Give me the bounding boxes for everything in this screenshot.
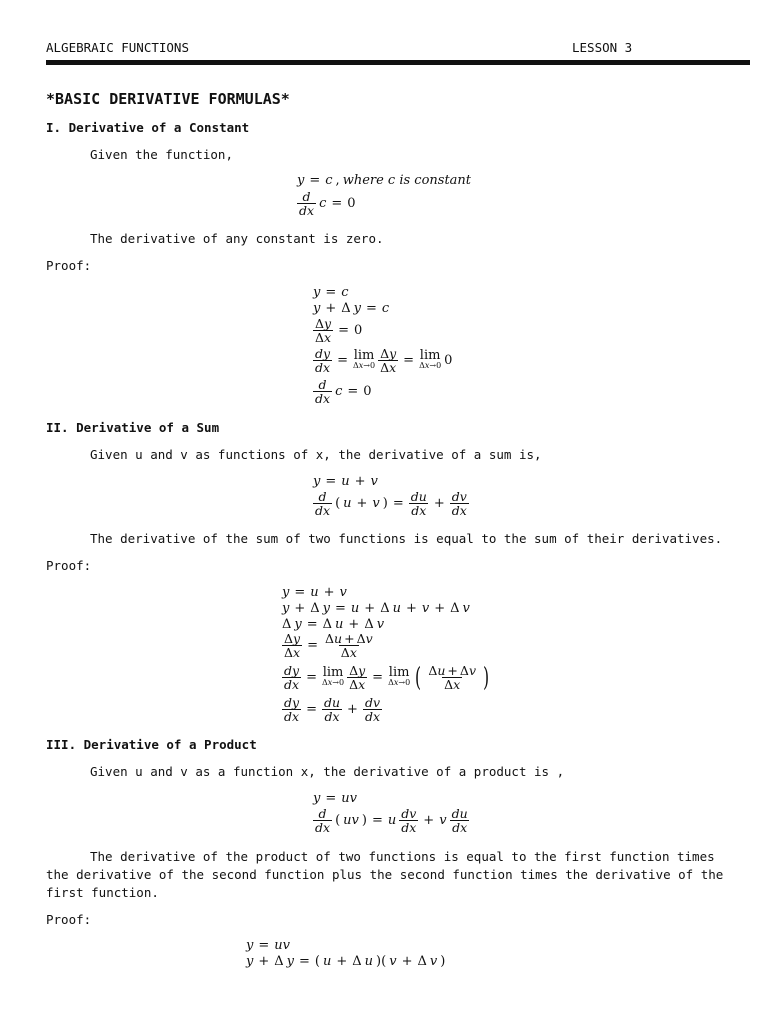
section-sum-statement: The derivative of the sum of two functions is equal to the sum of their derivatives. <box>90 531 723 546</box>
section-product-proof-label: Proof: <box>46 912 92 927</box>
sum-proof-line2: y + Δ y = u + Δ u + v + Δ v <box>282 601 470 616</box>
sum-derivative: $\frac{d}{dx}$ ( u + v ) = $\frac{du}{dx}$ + $\frac{dv}{dx}$ <box>315 489 467 518</box>
sum-proof-line1: y = u + v <box>282 585 347 600</box>
section-constant-intro: Given the function, <box>90 147 233 162</box>
section-sum-heading: II. Derivative of a Sum <box>46 420 220 435</box>
constant-proof-line4: $\frac{dy}{dx}$ = lim Δx→0 $\frac{\Delta y}{\Delta x}$ = lim Δx→0 0 <box>315 346 453 375</box>
header-right: LESSON 3 <box>572 40 633 55</box>
sum-proof-line6: $\frac{dy}{dx}$ = $\frac{du}{dx}$ + $\frac{dv}{dx}$ <box>284 695 381 724</box>
sum-proof-line5: $\frac{dy}{dx}$ = lim Δx→0 $\frac{\Delta y}{\Delta x}$ = lim Δx→0 ( $\frac{\Delta u + \Delta v}{\Delta x}$ ) <box>284 662 490 693</box>
constant-proof-line2: y + Δ y = c <box>313 301 390 316</box>
constant-proof-line1: y = c <box>313 285 349 300</box>
section-product-heading: III. Derivative of a Product <box>46 737 257 752</box>
sum-proof-line3: Δ y = Δ u + Δ v <box>282 617 385 632</box>
product-proof-line2: y + Δ y = ( u + Δ u )( v + Δ v ) <box>246 954 446 969</box>
header-rule <box>46 60 750 65</box>
section-sum-proof-label: Proof: <box>46 558 92 573</box>
section-sum-intro: Given u and v as functions of x, the derivative of a sum is, <box>90 447 542 462</box>
product-derivative: $\frac{d}{dx}$ ( uv ) = u $\frac{dv}{dx}$ + v $\frac{du}{dx}$ <box>315 806 468 835</box>
constant-formula: y = c , where c is constant <box>297 173 472 188</box>
section-constant-heading: I. Derivative of a Constant <box>46 120 250 135</box>
product-formula: y = uv <box>313 791 357 806</box>
product-proof-line1: y = uv <box>246 938 290 953</box>
header-left: ALGEBRAIC FUNCTIONS <box>46 40 189 55</box>
section-constant-statement: The derivative of any constant is zero. <box>90 231 384 246</box>
sum-formula: y = u + v <box>313 474 378 489</box>
section-constant-proof-label: Proof: <box>46 258 92 273</box>
sum-proof-line4: $\frac{\Delta y}{\Delta x}$ = $\frac{\Delta u + \Delta v}{\Delta x}$ <box>284 631 373 660</box>
constant-derivative: $\frac{d}{dx}$ c = 0 <box>299 189 356 218</box>
constant-proof-line3: $\frac{\Delta y}{\Delta x}$ = 0 <box>315 316 363 345</box>
page-title: *BASIC DERIVATIVE FORMULAS* <box>46 90 290 108</box>
section-product-statement: The derivative of the product of two functions is equal to the first function times the derivative of the second function plus the second function times the derivative of the first function. <box>46 849 724 900</box>
constant-proof-line5: $\frac{d}{dx}$ c = 0 <box>315 377 372 406</box>
section-product-intro: Given u and v as a function x, the derivative of a product is , <box>90 764 565 779</box>
